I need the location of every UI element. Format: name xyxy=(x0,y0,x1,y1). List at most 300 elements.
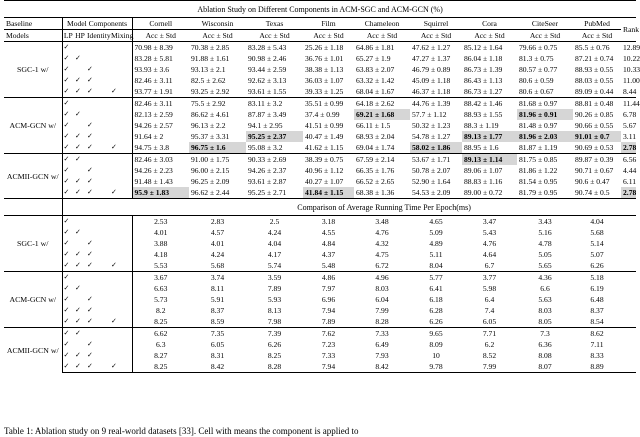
time-value: 8.25 xyxy=(132,361,189,373)
time-value: 4.55 xyxy=(321,228,336,237)
acc-row xyxy=(4,42,636,54)
models-header: Models xyxy=(4,30,62,42)
check-icon: ✓ xyxy=(62,53,74,64)
acc-value: 86.43 ± 1.13 xyxy=(464,76,503,85)
time-value: 8.03 xyxy=(538,306,552,315)
acc-value: 64.18 ± 2.62 xyxy=(354,98,410,110)
check-icon: ✓ xyxy=(62,305,74,316)
acc-value: 93.25 ± 2.92 xyxy=(191,87,230,96)
table-title: Ablation Study on Different Components in ACM-SGC and ACM-GCN (%) xyxy=(4,1,636,18)
dataset-header-cornell: Cornell xyxy=(132,18,189,30)
acc-value: 82.46 ± 3.11 xyxy=(132,98,189,110)
time-value: 8.54 xyxy=(590,317,604,326)
empty-cell xyxy=(86,328,110,340)
acc-value: 91.01 ± 0.7 xyxy=(573,131,621,142)
acc-value: 81.87 ± 1.19 xyxy=(519,143,558,152)
empty-cell xyxy=(86,98,110,110)
empty-cell xyxy=(621,272,636,284)
empty-cell xyxy=(621,227,636,238)
check-icon: ✓ xyxy=(62,361,74,373)
acc-value: 41.51 ± 0.99 xyxy=(305,121,344,130)
time-value: 3.59 xyxy=(246,272,303,284)
time-value: 7.97 xyxy=(321,284,336,293)
time-value: 6.7 xyxy=(484,261,495,270)
metric-header: Acc ± Std xyxy=(246,30,303,42)
time-value: 5.14 xyxy=(590,239,604,248)
rank-header: Rank xyxy=(621,18,636,42)
acc-value: 37.4 ± 0.99 xyxy=(305,110,340,119)
model-group-label: ACM-GCN w/ xyxy=(4,98,62,154)
check-icon: ✓ xyxy=(87,340,93,348)
empty-cell xyxy=(74,120,86,131)
time-value: 5.16 xyxy=(538,228,552,237)
acc-value: 95.08 ± 3.2 xyxy=(248,143,283,152)
time-value: 8.07 xyxy=(517,361,573,373)
time-value: 2.53 xyxy=(132,216,189,228)
check-icon: ✓ xyxy=(110,361,132,373)
acc-value: 88.93 ± 1.55 xyxy=(464,110,503,119)
acc-value: 88.81 ± 0.48 xyxy=(573,98,621,110)
time-value: 4.24 xyxy=(267,228,282,237)
time-value: 5.68 xyxy=(590,228,604,237)
empty-cell xyxy=(86,154,110,166)
acc-value: 81.75 ± 0.85 xyxy=(517,154,573,166)
check-icon: ✓ xyxy=(87,143,93,151)
acc-value: 93.13 ± 2.1 xyxy=(191,65,226,74)
time-value: 4.86 xyxy=(303,272,354,284)
acc-value: 90.6 ± 0.47 xyxy=(575,177,610,186)
check-icon: ✓ xyxy=(87,306,93,314)
rank-value: 8.44 xyxy=(623,87,637,96)
check-icon: ✓ xyxy=(75,76,81,84)
time-value: 6.72 xyxy=(375,261,389,270)
time-value: 8.28 xyxy=(246,361,303,373)
check-icon: ✓ xyxy=(75,250,81,258)
component-header-identity: Identity xyxy=(87,31,111,40)
acc-row xyxy=(4,109,636,120)
rank-value: 4.44 xyxy=(623,166,637,175)
acc-value: 88.3 ± 1.19 xyxy=(464,121,499,130)
acc-value: 83.11 ± 3.2 xyxy=(246,98,303,110)
empty-cell xyxy=(110,154,132,166)
acc-value: 90.33 ± 2.69 xyxy=(246,154,303,166)
empty-cell xyxy=(110,75,132,86)
time-row xyxy=(4,328,636,340)
empty-cell xyxy=(621,283,636,294)
check-icon: ✓ xyxy=(74,154,86,166)
time-value: 6.41 xyxy=(429,284,443,293)
check-icon: ✓ xyxy=(62,131,74,142)
title-row xyxy=(4,1,636,18)
empty-cell xyxy=(110,350,132,361)
acc-value: 96.25 ± 2.09 xyxy=(191,177,230,186)
model-group-label: SGC-1 w/ xyxy=(4,42,62,98)
acc-value: 47.27 ± 1.37 xyxy=(412,54,451,63)
acc-value: 90.74 ± 0.5 xyxy=(575,188,610,197)
check-icon: ✓ xyxy=(87,121,93,129)
check-icon: ✓ xyxy=(62,238,74,249)
empty-cell xyxy=(110,216,132,228)
empty-cell xyxy=(86,53,110,64)
time-value: 4.76 xyxy=(482,239,497,248)
time-value: 3.18 xyxy=(303,216,354,228)
acc-value: 63.32 ± 1.42 xyxy=(356,76,395,85)
acc-value: 54.53 ± 2.09 xyxy=(412,188,451,197)
acc-value: 90.66 ± 0.55 xyxy=(575,121,614,130)
rank-value: 2.78 xyxy=(623,188,637,197)
empty-cell xyxy=(621,350,636,361)
time-row xyxy=(4,339,636,350)
acc-value: 85.12 ± 1.64 xyxy=(462,42,517,54)
empty-cell xyxy=(621,316,636,328)
empty-cell xyxy=(110,305,132,316)
acc-value: 54.78 ± 1.27 xyxy=(412,132,451,141)
time-value: 8.11 xyxy=(210,284,224,293)
check-icon: ✓ xyxy=(62,328,74,340)
check-icon: ✓ xyxy=(62,283,74,294)
time-value: 6.96 xyxy=(321,295,336,304)
acc-value: 25.26 ± 1.18 xyxy=(303,42,354,54)
time-value: 7.94 xyxy=(303,361,354,373)
ablation-table xyxy=(4,0,640,373)
acc-value: 90.98 ± 2.46 xyxy=(248,54,287,63)
acc-value: 86.73 ± 1.27 xyxy=(464,87,503,96)
check-icon: ✓ xyxy=(110,187,132,199)
acc-value: 36.76 ± 1.01 xyxy=(305,54,344,63)
acc-value: 94.26 ± 2.57 xyxy=(134,121,173,130)
acc-value: 75.5 ± 2.92 xyxy=(189,98,246,110)
time-value: 3.43 xyxy=(517,216,573,228)
acc-value: 66.35 ± 1.76 xyxy=(356,166,395,175)
check-icon: ✓ xyxy=(110,86,132,98)
time-value: 3.77 xyxy=(462,272,517,284)
rank-value: 11.44 xyxy=(623,99,640,108)
acc-value: 87.87 ± 3.49 xyxy=(248,110,287,119)
time-value: 8.04 xyxy=(429,261,443,270)
time-value: 2.83 xyxy=(189,216,246,228)
time-value: 6.05 xyxy=(210,340,225,349)
rank-value: 10.33 xyxy=(623,65,640,74)
time-value: 4.65 xyxy=(410,216,462,228)
acc-value: 90.71 ± 0.67 xyxy=(575,166,614,175)
acc-value: 89.13 ± 1.14 xyxy=(462,154,517,166)
check-icon: ✓ xyxy=(110,316,132,328)
acc-value: 96.00 ± 2.15 xyxy=(191,166,230,175)
empty-cell xyxy=(4,199,62,216)
time-value: 3.48 xyxy=(354,216,410,228)
time-row xyxy=(4,316,636,328)
acc-value: 85.5 ± 0.76 xyxy=(573,42,621,54)
acc-value: 41.84 ± 1.15 xyxy=(303,187,354,199)
acc-value: 83.28 ± 5.43 xyxy=(246,42,303,54)
model-group-label: ACMII-GCN w/ xyxy=(4,328,62,373)
time-value: 6.28 xyxy=(429,306,443,315)
check-icon: ✓ xyxy=(62,227,74,238)
check-icon: ✓ xyxy=(75,110,81,118)
acc-value: 96.62 ± 2.44 xyxy=(191,188,230,197)
acc-value: 88.93 ± 0.55 xyxy=(575,65,614,74)
check-icon: ✓ xyxy=(75,317,81,325)
time-row xyxy=(4,216,636,228)
time-value: 7.3 xyxy=(517,328,573,340)
time-value: 8.42 xyxy=(354,361,410,373)
check-icon: ✓ xyxy=(62,109,74,120)
time-value: 7.89 xyxy=(267,284,282,293)
time-value: 3.47 xyxy=(462,216,517,228)
acc-value: 44.76 ± 1.39 xyxy=(410,98,462,110)
metric-header: Acc ± Std xyxy=(354,30,410,42)
check-icon: ✓ xyxy=(75,54,81,62)
acc-row xyxy=(4,176,636,187)
acc-row xyxy=(4,131,636,142)
acc-value: 57.7 ± 1.12 xyxy=(412,110,447,119)
acc-value: 68.38 ± 1.36 xyxy=(356,188,395,197)
empty-cell xyxy=(110,339,132,350)
time-row xyxy=(4,249,636,260)
acc-value: 81.96 ± 0.91 xyxy=(517,109,573,120)
dataset-header-pubmed: PubMed xyxy=(573,18,621,30)
acc-value: 89.06 ± 1.07 xyxy=(464,166,503,175)
acc-value: 52.90 ± 1.64 xyxy=(412,177,451,186)
empty-cell xyxy=(74,238,86,249)
acc-value: 66.52 ± 2.65 xyxy=(356,177,395,186)
rank-value: 6.56 xyxy=(623,155,637,164)
time-value: 8.52 xyxy=(482,351,497,360)
dataset-header-chameleon: Chameleon xyxy=(354,18,410,30)
metric-header: Acc ± Std xyxy=(132,30,189,42)
time-value: 6.48 xyxy=(590,295,604,304)
acc-value: 82.46 ± 3.03 xyxy=(132,154,189,166)
empty-cell xyxy=(86,42,110,54)
time-value: 4.57 xyxy=(210,228,225,237)
acc-value: 81.54 ± 0.95 xyxy=(519,177,558,186)
time-value: 5.11 xyxy=(429,250,443,259)
acc-value: 81.3 ± 0.75 xyxy=(519,54,554,63)
check-icon: ✓ xyxy=(87,177,93,185)
empty-cell xyxy=(621,260,636,272)
acc-value: 41.62 ± 1.15 xyxy=(305,143,344,152)
check-icon: ✓ xyxy=(75,284,81,292)
acc-row xyxy=(4,120,636,131)
time-value: 7.98 xyxy=(267,317,282,326)
model-group-label: ACMII-GCN w/ xyxy=(4,154,62,199)
check-icon: ✓ xyxy=(74,328,86,340)
time-value: 9.65 xyxy=(410,328,462,340)
time-value: 8.31 xyxy=(210,351,225,360)
acc-value: 63.83 ± 2.07 xyxy=(356,65,395,74)
acc-row xyxy=(4,142,636,154)
empty-cell xyxy=(74,272,86,284)
check-icon: ✓ xyxy=(62,120,74,131)
time-value: 4.37 xyxy=(321,250,336,259)
check-icon: ✓ xyxy=(62,154,74,166)
check-icon: ✓ xyxy=(62,272,74,284)
acc-value: 67.59 ± 2.14 xyxy=(354,154,410,166)
empty-cell xyxy=(621,328,636,340)
empty-cell xyxy=(74,42,86,54)
time-row xyxy=(4,294,636,305)
empty-cell xyxy=(74,165,86,176)
acc-value: 80.6 ± 0.59 xyxy=(519,76,554,85)
check-icon: ✓ xyxy=(87,250,93,258)
acc-value: 86.04 ± 1.18 xyxy=(464,54,503,63)
acc-value: 65.27 ± 1.9 xyxy=(356,54,391,63)
time-value: 6.05 xyxy=(482,317,497,326)
check-icon: ✓ xyxy=(75,177,81,185)
empty-cell xyxy=(621,361,636,373)
acc-value: 45.09 ± 1.18 xyxy=(412,76,451,85)
acc-value: 38.39 ± 0.75 xyxy=(303,154,354,166)
component-header-hp: HP xyxy=(75,31,85,40)
rank-value: 3.11 xyxy=(623,132,637,141)
time-value: 8.89 xyxy=(573,361,621,373)
acc-value: 53.67 ± 1.71 xyxy=(410,154,462,166)
empty-cell xyxy=(621,216,636,228)
acc-value: 95.25 ± 2.37 xyxy=(246,131,303,142)
empty-cell xyxy=(110,109,132,120)
rank-value: 5.67 xyxy=(623,121,637,130)
empty-cell xyxy=(110,98,132,110)
empty-cell xyxy=(110,131,132,142)
time-value: 8.37 xyxy=(210,306,225,315)
empty-cell xyxy=(86,272,110,284)
time-value: 7.35 xyxy=(189,328,246,340)
time-row xyxy=(4,283,636,294)
time-value: 5.63 xyxy=(538,295,552,304)
acc-value: 88.95 ± 1.6 xyxy=(464,143,499,152)
time-value: 6.36 xyxy=(538,340,552,349)
empty-cell xyxy=(621,305,636,316)
acc-value: 50.78 ± 2.07 xyxy=(412,166,451,175)
acc-value: 70.38 ± 2.85 xyxy=(189,42,246,54)
empty-cell xyxy=(86,216,110,228)
time-value: 6.26 xyxy=(429,317,443,326)
time-value: 4.36 xyxy=(517,272,573,284)
time-value: 7.93 xyxy=(375,351,389,360)
time-value: 4.17 xyxy=(267,250,282,259)
time-value: 8.62 xyxy=(573,328,621,340)
time-value: 7.94 xyxy=(321,306,336,315)
header-row-2 xyxy=(4,30,636,42)
time-value: 7.71 xyxy=(462,328,517,340)
acc-value: 79.66 ± 0.75 xyxy=(517,42,573,54)
check-icon: ✓ xyxy=(62,316,74,328)
time-value: 5.05 xyxy=(538,250,552,259)
acc-value: 88.03 ± 0.55 xyxy=(575,76,614,85)
check-icon: ✓ xyxy=(62,294,74,305)
time-row xyxy=(4,260,636,272)
time-value: 8.08 xyxy=(538,351,552,360)
check-icon: ✓ xyxy=(62,86,74,98)
time-value: 5.48 xyxy=(321,261,336,270)
empty-cell xyxy=(74,64,86,75)
acc-value: 94.26 ± 2.23 xyxy=(134,166,173,175)
time-value: 5.93 xyxy=(267,295,282,304)
empty-cell xyxy=(110,64,132,75)
check-icon: ✓ xyxy=(75,132,81,140)
empty-cell xyxy=(74,294,86,305)
model-group-label: ACM-GCN w/ xyxy=(4,272,62,328)
acc-value: 90.26 ± 0.85 xyxy=(575,110,614,119)
time-value: 7.62 xyxy=(303,328,354,340)
acc-value: 50.32 ± 1.23 xyxy=(412,121,451,130)
metric-header: Acc ± Std xyxy=(573,30,621,42)
acc-value: 88.83 ± 1.16 xyxy=(464,177,503,186)
check-icon: ✓ xyxy=(74,361,86,373)
time-value: 7.4 xyxy=(484,306,495,315)
acc-row xyxy=(4,64,636,75)
rank-value: 6.11 xyxy=(623,177,637,186)
acc-value: 91.88 ± 1.61 xyxy=(191,54,230,63)
check-icon: ✓ xyxy=(110,260,132,272)
time-value: 7.23 xyxy=(321,340,336,349)
time-value: 5.98 xyxy=(482,284,497,293)
acc-value: 70.98 ± 8.39 xyxy=(132,42,189,54)
empty-cell xyxy=(110,165,132,176)
time-row xyxy=(4,227,636,238)
acc-value: 40.27 ± 1.07 xyxy=(305,177,344,186)
empty-cell xyxy=(110,176,132,187)
time-value: 6.18 xyxy=(429,295,443,304)
baseline-header: Baseline xyxy=(4,18,62,30)
time-value: 5.43 xyxy=(482,228,497,237)
acc-value: 46.37 ± 1.18 xyxy=(412,87,451,96)
acc-value: 66.11 ± 1.5 xyxy=(356,121,391,130)
time-value: 8.2 xyxy=(156,306,166,315)
time-value: 8.03 xyxy=(375,284,389,293)
check-icon: ✓ xyxy=(62,42,74,54)
acc-value: 35.51 ± 0.99 xyxy=(303,98,354,110)
time-value: 5.09 xyxy=(429,228,443,237)
rank-value: 11.00 xyxy=(623,76,640,85)
check-icon: ✓ xyxy=(75,306,81,314)
time-value: 5.74 xyxy=(267,261,282,270)
acc-value: 81.79 ± 0.95 xyxy=(519,188,558,197)
check-icon: ✓ xyxy=(62,142,74,154)
time-value: 4.76 xyxy=(375,228,389,237)
acc-row xyxy=(4,75,636,86)
header-row-1 xyxy=(4,18,636,30)
check-icon: ✓ xyxy=(86,361,110,373)
time-value: 5.68 xyxy=(210,261,225,270)
time-table-title: Comparison of Average Running Time Per Epoch(ms) xyxy=(132,199,636,216)
time-value: 5.53 xyxy=(154,261,168,270)
time-value: 7.99 xyxy=(462,361,517,373)
check-icon: ✓ xyxy=(87,65,93,73)
acc-value: 86.73 ± 1.39 xyxy=(464,65,503,74)
check-icon: ✓ xyxy=(87,239,93,247)
time-value: 5.18 xyxy=(573,272,621,284)
empty-cell xyxy=(62,199,132,216)
acc-value: 36.03 ± 1.07 xyxy=(305,76,344,85)
time-row xyxy=(4,272,636,284)
time-value: 8.37 xyxy=(590,306,604,315)
acc-value: 95.9 ± 1.83 xyxy=(132,187,189,199)
acc-value: 64.86 ± 1.81 xyxy=(354,42,410,54)
time-value: 7.39 xyxy=(246,328,303,340)
check-icon: ✓ xyxy=(87,87,93,95)
time-value: 4.24 xyxy=(210,250,225,259)
empty-cell xyxy=(110,238,132,249)
time-value: 6.2 xyxy=(484,340,495,349)
acc-value: 68.93 ± 2.04 xyxy=(356,132,395,141)
model-group-label: SGC-1 w/ xyxy=(4,216,62,272)
acc-value: 83.28 ± 5.81 xyxy=(134,54,173,63)
time-value: 4.89 xyxy=(429,239,443,248)
metric-header: Acc ± Std xyxy=(303,30,354,42)
acc-value: 81.48 ± 0.97 xyxy=(519,121,558,130)
check-icon: ✓ xyxy=(87,295,93,303)
